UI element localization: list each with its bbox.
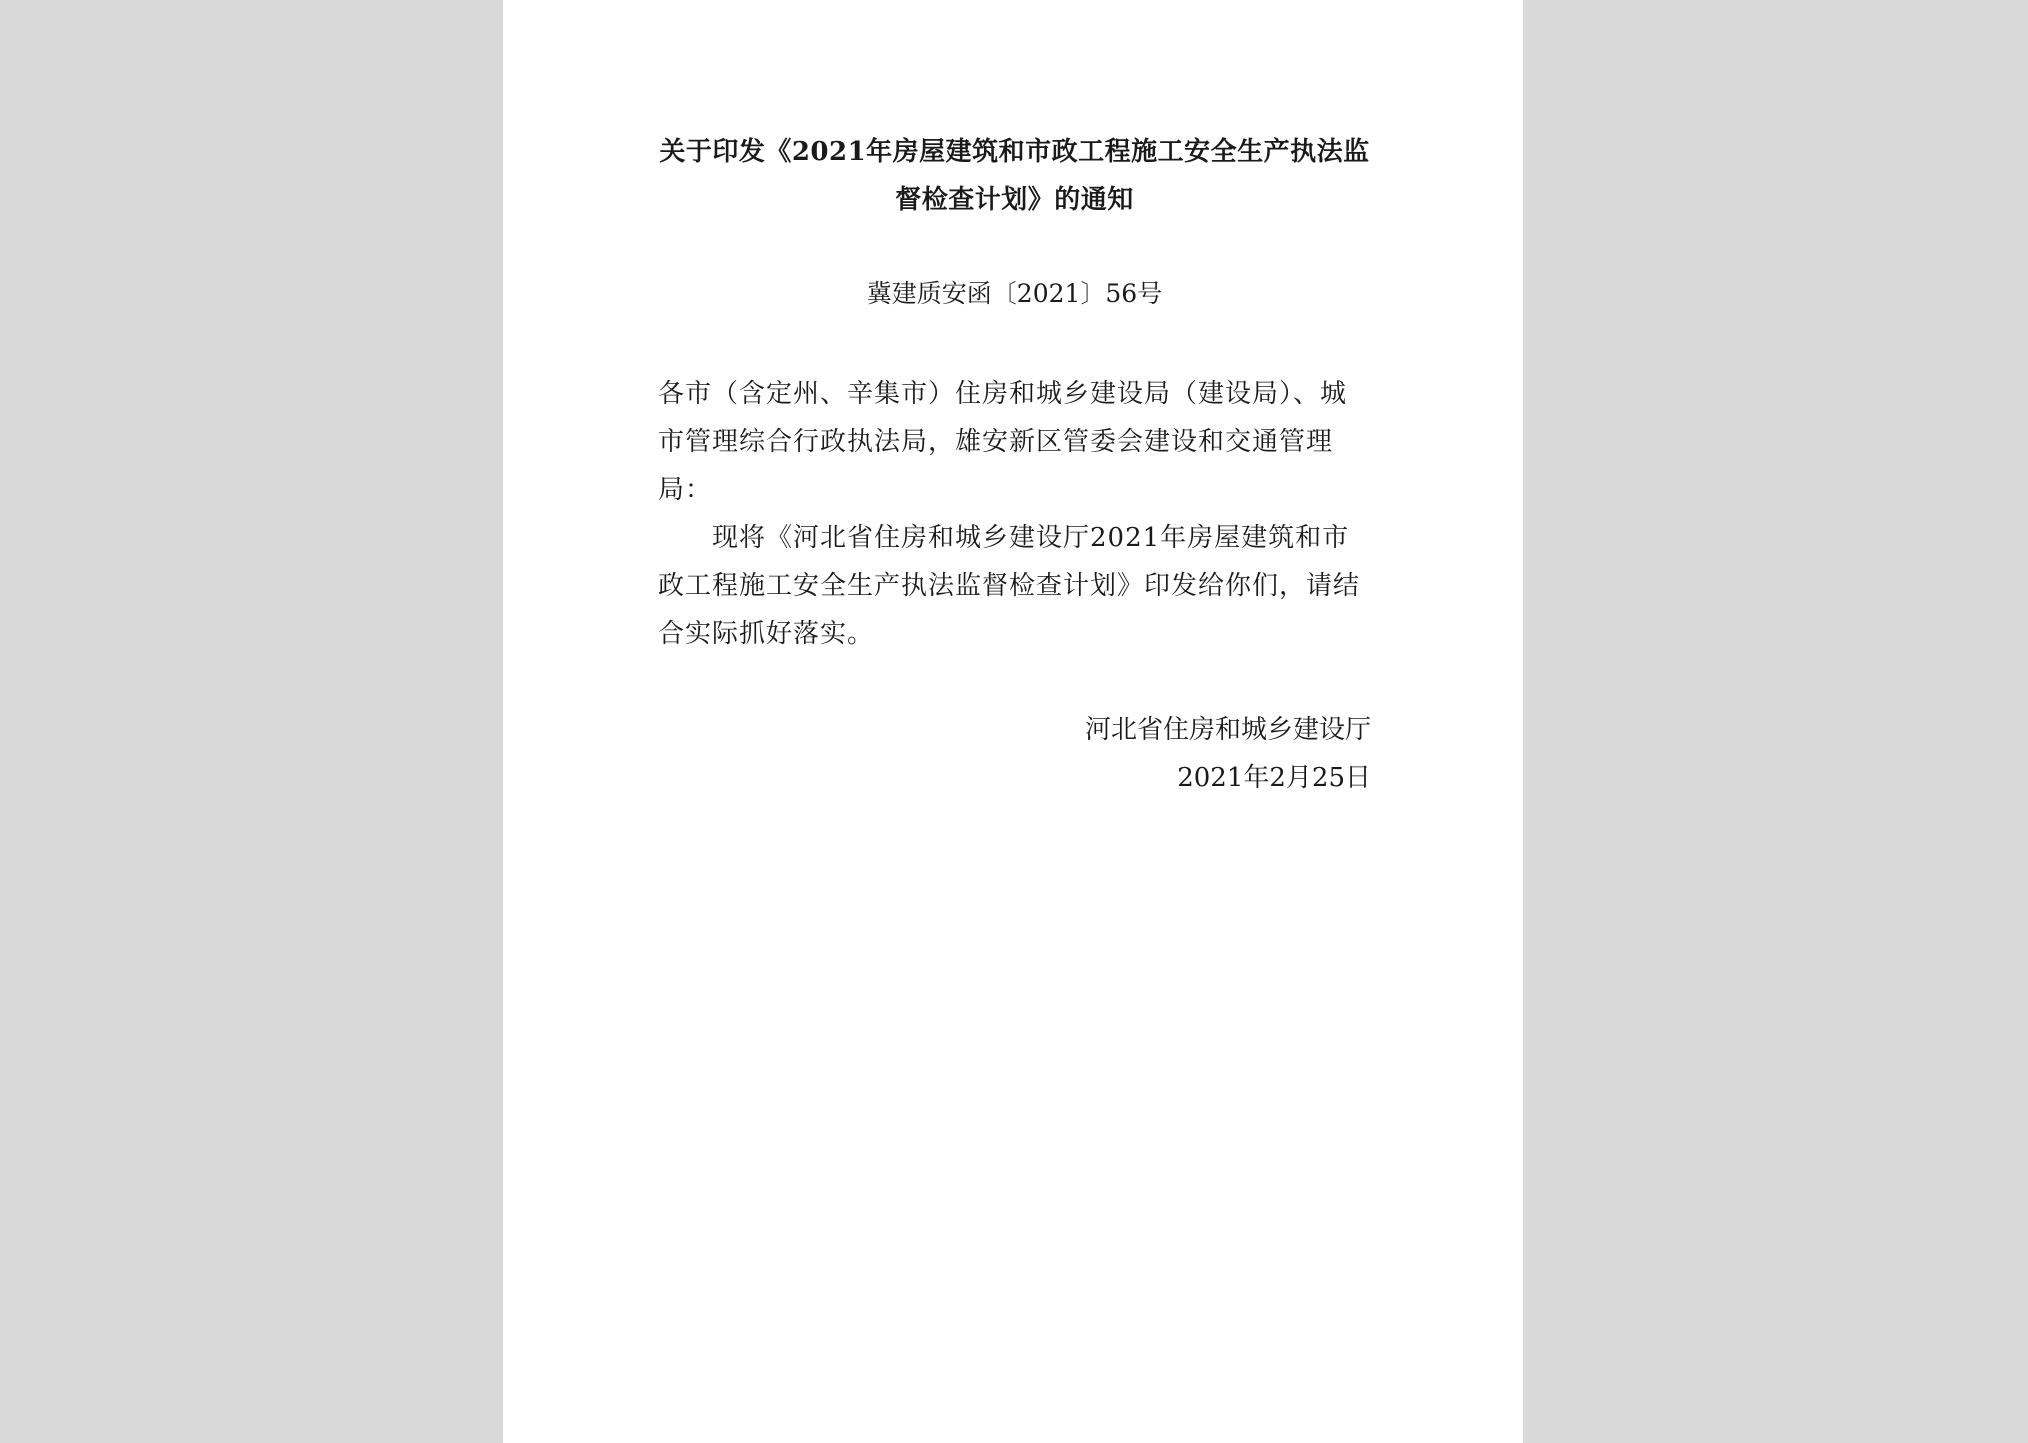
issue-date: 2021年2月25日 bbox=[1177, 763, 1371, 793]
document-number: 冀建质安函〔2021〕56号 bbox=[866, 279, 1163, 308]
issuer-name: 河北省住房和城乡建设厅 bbox=[1084, 715, 1371, 745]
body-line-3: 合实际抓好落实。 bbox=[658, 619, 875, 649]
body-line-1: 现将《河北省住房和城乡建设厅2021年房屋建筑和市 bbox=[658, 523, 1350, 553]
document-title-line-2: 督检查计划》的通知 bbox=[895, 185, 1134, 215]
document-page bbox=[503, 0, 1523, 1443]
recipients-line-3: 局： bbox=[658, 475, 713, 505]
body-line-2: 政工程施工安全生产执法监督检查计划》印发给你们，请结 bbox=[658, 571, 1361, 601]
recipients-line-1: 各市（含定州、辛集市）住房和城乡建设局（建设局）、城 bbox=[658, 379, 1348, 409]
recipients-line-2: 市管理综合行政执法局，雄安新区管委会建设和交通管理 bbox=[658, 427, 1334, 457]
document-title-line-1: 关于印发《2021年房屋建筑和市政工程施工安全生产执法监 bbox=[659, 137, 1370, 167]
